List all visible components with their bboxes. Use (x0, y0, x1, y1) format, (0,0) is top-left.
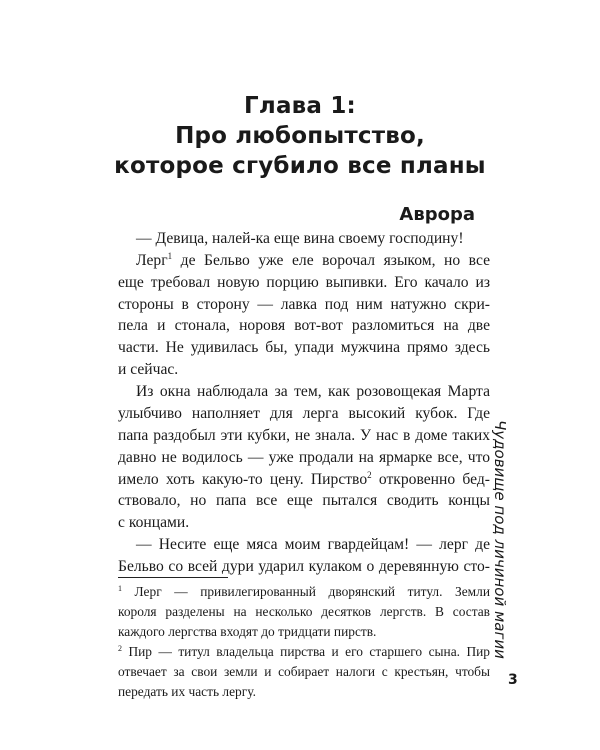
body-line: с концами. (118, 514, 190, 531)
pov-character-name: Аврора (399, 204, 475, 225)
body-line: Бельво со всей дури ударил кулаком о деревянную сто- (118, 558, 490, 575)
body-line: — Несите еще мяса моим гвардейцам! — лерг де (136, 536, 490, 553)
footnote-line: передать их часть лергу. (118, 684, 256, 699)
body-line: имело хоть какую-то цену. Пирство$^2$ откровенно бед- (118, 470, 490, 488)
body-line: Из окна наблюдала за тем, как розовощекая Марта (136, 383, 490, 400)
body-line: давно не водилось — уже продали на ярмарке все, что (118, 449, 490, 466)
body-line: ствовало, но папа все еще пытался сводить концы (118, 492, 490, 509)
footnote-number: 2 (118, 644, 122, 653)
chapter-title-line-1: Глава 1: (244, 93, 356, 119)
footnote-ref: 2 (367, 470, 372, 480)
body-line: и сейчас. (118, 361, 179, 378)
footnote-ref: 1 (167, 251, 173, 261)
footnote-line: каждого лергства входят до тридцати пирств. (118, 624, 377, 639)
footnote-line: $^1$ Лерг — привилегированный дворянский титул. Земли (118, 584, 490, 599)
footnote-number: 1 (118, 584, 122, 593)
body-line: улыбчиво наполняет для лерга высокий кубок. Где (118, 405, 490, 422)
chapter-title-line-2: Про любопытство, (175, 123, 425, 149)
body-line: Лерг$^1$ де Бельво уже еле ворочал языком, но все (136, 251, 490, 269)
body-line: стороны в сторону — лавка под ним натужно скри- (118, 296, 490, 313)
footnote-line: $^2$ Пир — титул владельца пирства и его старшего сына. Пир (118, 644, 490, 659)
body-line: — Девица, налей-ка еще вина своему господину! (136, 230, 464, 247)
body-line: части. Не удивилась бы, упади мужчина прямо здесь (118, 339, 490, 356)
chapter-title-line-3: которое сгубило все планы (114, 153, 486, 179)
book-title-sidebar: Чудовище под личиной магии (491, 420, 509, 659)
body-line: папа раздобыл эти кубки, не знала. У нас в доме таких (118, 427, 490, 444)
body-line: еще требовал новую порцию выпивки. Его качало из (118, 274, 490, 291)
body-line: пела и стонала, норовя вот-вот разломиться на две (118, 317, 490, 334)
footnote-line: отвечает за свои земли и собирает налоги с крестьян, чтобы (118, 664, 490, 679)
page-number: 3 (508, 672, 518, 688)
footnote-line: короля разделены на несколько десятков лергств. В состав (118, 604, 490, 619)
